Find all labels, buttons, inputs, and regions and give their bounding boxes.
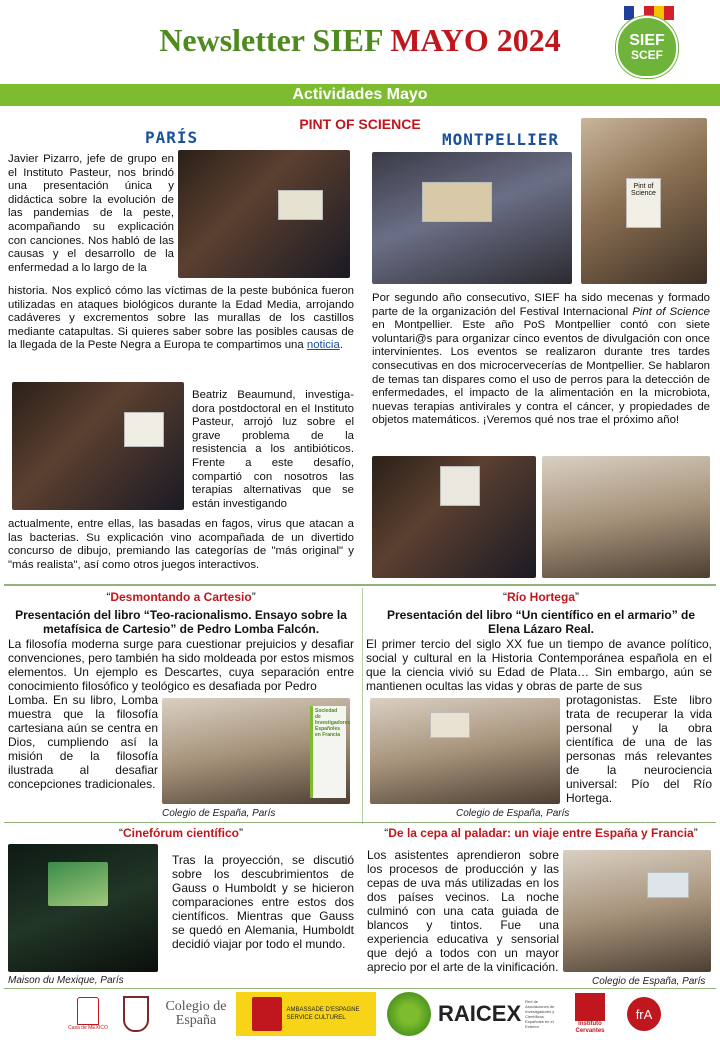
logo-cervantes: Instituto Cervantes — [566, 990, 614, 1038]
hortega-text-b: protagonistas. Este libro trata de recuperar la vida personal y la obra científica de una de las personas más relevantes de la neurociencia universal: Pío del Río Hortega. — [566, 693, 712, 805]
paris-text-1b: historia. Nos explicó cómo las víctimas de la peste bubónica fueron utilizadas en ataques biológicos durante la Edad Media, arrojando cadáveres y excrementos sobre las murallas de los castillos mediante catapultas. Si quieres saber sobre las posibles causas de la llegada de la Peste Negra a Europa te compartimos una noticia. — [8, 285, 354, 352]
cineforum-caption: Maison du Mexique, París — [8, 975, 124, 986]
cartesio-text-b: Lomba. En su libro, Lomba muestra que la filosofía cartesiana aún se centra en Dios, cumpliendo así la misión de la filosofía ilustrada al desafiar concepciones tradicionales. — [8, 693, 158, 791]
logo-casa-mexico: Casa de MÉXICO — [66, 990, 110, 1038]
cartesio-book: Presentación del libro “Teo-racionalismo. Ensayo sobre la metafísica de Cartesio” de Pedro Lomba Falcón. — [15, 608, 347, 636]
section-banner: Actividades Mayo — [0, 84, 720, 106]
cervantes-icon — [575, 993, 605, 1021]
cepa-title: “De la cepa al paladar: un viaje entre España y Francia” — [384, 826, 698, 840]
hortega-book: Presentación del libro “Un científico en el armario” de Elena Lázaro Real. — [386, 608, 696, 636]
photo-montpellier-volunteers — [581, 118, 707, 284]
paris-text-2b: actualmente, entre ellas, las basadas en fagos, virus que atacan a las bacterias. Su explicación vino acompañada de un divertido concurso de dibujo, premiando las categorías de "más original" y "más realista", así como otros juegos interactivos. — [8, 518, 354, 571]
divider — [4, 584, 716, 586]
cepa-caption: Colegio de España, París — [592, 976, 706, 987]
photo-hortega — [370, 698, 560, 804]
photo-montpellier-group — [372, 456, 536, 578]
title-month: MAYO 2024 — [390, 22, 561, 58]
photo-paris-talk-1 — [178, 150, 350, 278]
city-montpellier: MONTPELLIER — [442, 130, 559, 149]
photo-cineforum — [8, 844, 158, 972]
photo-cepa — [563, 850, 711, 972]
crest-icon — [252, 997, 282, 1031]
divider-2 — [4, 822, 716, 823]
vertical-divider — [362, 588, 363, 824]
cartesio-caption: Colegio de España, París — [162, 808, 276, 819]
hortega-title: “Río Hortega” — [502, 590, 579, 604]
hortega-caption: Colegio de España, París — [456, 808, 570, 819]
title-main: Newsletter SIEF — [159, 22, 383, 58]
logo-ambassade: AMBASSADE D'ESPAGNE SERVICE CULTUREL — [236, 992, 376, 1036]
cepa-text: Los asistentes aprendieron sobre los procesos de producción y las cepas de uva más utilizadas en los dos países vecinos. La noche culminó con una cata guiada de blancos y tintos. Fue una experiencia educativa y sensorial que dejó a todos con un mayor aprecio por el arte de la vinificación. — [367, 848, 559, 974]
apple-icon: SIEF SCEF — [616, 16, 678, 78]
logo-raicex: RAICEX Red de Asociaciones de Investigadores y Científicos Españoles en el Exterior — [438, 999, 555, 1029]
cartesio-text-a: La filosofía moderna surge para cuestionar prejuicios y desafiar convenciones, pero también ha sido moldeada por estos mismos elementos. Un ejemplo es Descartes, cuya separación entre conocimiento filosófico y teológico es desafiada por Pedro — [8, 637, 354, 693]
photo-montpellier-talk — [372, 152, 572, 284]
noticia-link[interactable]: noticia — [306, 339, 340, 352]
divider-footer — [4, 988, 716, 989]
logo-colegio-crest — [118, 990, 154, 1038]
green-apple-icon — [384, 990, 434, 1038]
cartesio-title: “Desmontando a Cartesio” — [106, 590, 256, 604]
photo-montpellier-audience — [542, 456, 710, 578]
logo-colegio-espana: Colegio de España — [165, 999, 227, 1028]
poster-pint: Pint of Science — [626, 178, 661, 228]
sief-rollup-banner: Sociedad de Investigadores Españoles en Francia — [310, 706, 346, 798]
cineforum-title: “Cinefórum científico” — [118, 826, 243, 840]
photo-cartesio — [162, 698, 350, 804]
logo-fra: frA — [624, 990, 664, 1038]
hortega-text-a: El primer tercio del siglo XX fue un tiempo de avance político, social y cultural en la Historia Contemporánea española en el que la ciencia vivió su Edad de Plata… Sin embargo, aún se mantienen ocultas las vidas y obras de parte de sus — [366, 637, 712, 693]
paris-text-2a: Beatriz Beaumund, investiga-dora postdoctoral en el Instituto Pasteur, arrojó luz sobre el grave problema de la resistencia a los antibióticos. Frente a este desafío, compartió con nosotros las terapias alternativas que se están investigando — [192, 389, 354, 510]
projection-screen — [48, 862, 108, 906]
sief-logo — [612, 6, 682, 78]
cineforum-text: Tras la proyección, se discutió sobre los descubrimientos de Gauss o Humboldt y se hicieron comparaciones entre estos dos científicos. Mientras que Gauss se quedó en Alemania, Humboldt decidió viajar por todo el mundo. — [172, 853, 354, 951]
pint-title: PINT OF SCIENCE — [299, 116, 421, 132]
photo-paris-talk-2 — [12, 382, 184, 510]
paris-text-1a: Javier Pizarro, jefe de grupo en el Instituto Pasteur, nos brindó una presentación única y didáctica sobre la evolución de las pandemias de la peste, acompañando su explicación con canciones. Nos habló de las causas y el desarrollo de la enfermedad a lo largo de la — [8, 153, 174, 274]
montpellier-text: Por segundo año consecutivo, SIEF ha sido mecenas y formado parte de la organización del Festival Internacional Pint of Science en Montpellier. Este año PoS Montpellier contó con siete voluntari@s para organizar cinco eventos de divulgación con once intervinientes. Los eventos se realizaron durante tres tardes consecutivas en dos microcervecerías de Montpellier. Se hablaron de temas tan dispares como el uso de perros para la detección de enfermedades, el impacto de la alimentación en la microbiota, nuevas terapias antivirales y contra el cáncer, y propiedades de objetos matemáticos. ¡Veremos qué nos trae el próximo año! — [372, 292, 710, 427]
city-paris: PARÍS — [145, 128, 199, 147]
